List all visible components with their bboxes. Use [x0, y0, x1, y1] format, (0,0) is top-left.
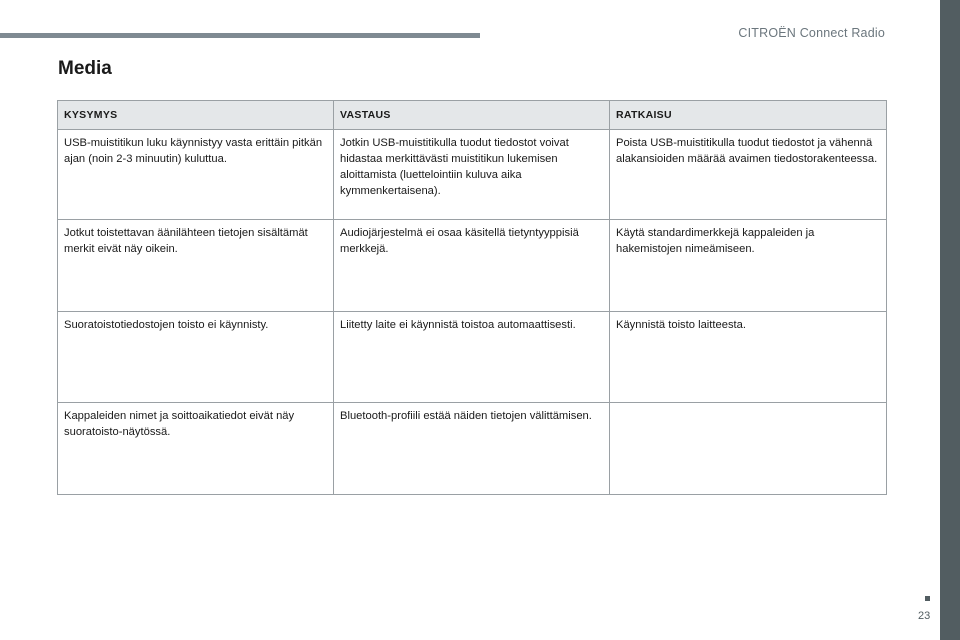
side-tab-strip: [940, 0, 960, 640]
table-row: [58, 403, 887, 495]
solution-cell: Poista USB-muistitikulla tuodut tiedostot ja vähennä alakansioiden määrää avaimen tiedostorakenteessa.: [610, 130, 887, 220]
answer-cell: Bluetooth-profiili estää näiden tietojen välittämisen.: [334, 403, 610, 495]
solution-cell: Käynnistä toisto laitteesta.: [610, 312, 887, 403]
brand-header: CITROËN Connect Radio: [738, 26, 885, 40]
solution-cell: Käytä standardimerkkejä kappaleiden ja hakemistojen nimeämiseen.: [610, 220, 887, 312]
header-question: KYSYMYS: [58, 101, 334, 130]
page-number: 23: [918, 610, 931, 622]
header-rule: [0, 33, 480, 38]
answer-cell: Jotkin USB-muistitikulla tuodut tiedostot voivat hidastaa merkittävästi muistitikun lukemisen aloittamista (luettelointiin kuluva aika kymmenkertaisena).: [334, 130, 610, 220]
answer-cell: Liitetty laite ei käynnistä toistoa automaattisesti.: [334, 312, 610, 403]
page-marker-dot: [925, 596, 930, 601]
table-row: [58, 312, 887, 403]
table-row: [58, 220, 887, 312]
answer-cell: Audiojärjestelmä ei osaa käsitellä tietyntyyppisiä merkkejä.: [334, 220, 610, 312]
question-cell: Kappaleiden nimet ja soittoaikatiedot eivät näy suoratoisto-näytössä.: [58, 403, 334, 495]
question-cell: Suoratoistotiedostojen toisto ei käynnisty.: [58, 312, 334, 403]
header-solution: RATKAISU: [610, 101, 887, 130]
header-answer: VASTAUS: [334, 101, 610, 130]
question-cell: USB-muistitikun luku käynnistyy vasta erittäin pitkän ajan (noin 2-3 minuutin) kuluttua.: [58, 130, 334, 220]
table-header-row: [58, 101, 887, 130]
page-title: Media: [58, 58, 112, 79]
question-cell: Jotkut toistettavan äänilähteen tietojen sisältämät merkit eivät näy oikein.: [58, 220, 334, 312]
solution-cell: [610, 403, 887, 495]
table-row: [58, 130, 887, 220]
troubleshooting-table: [57, 100, 887, 495]
